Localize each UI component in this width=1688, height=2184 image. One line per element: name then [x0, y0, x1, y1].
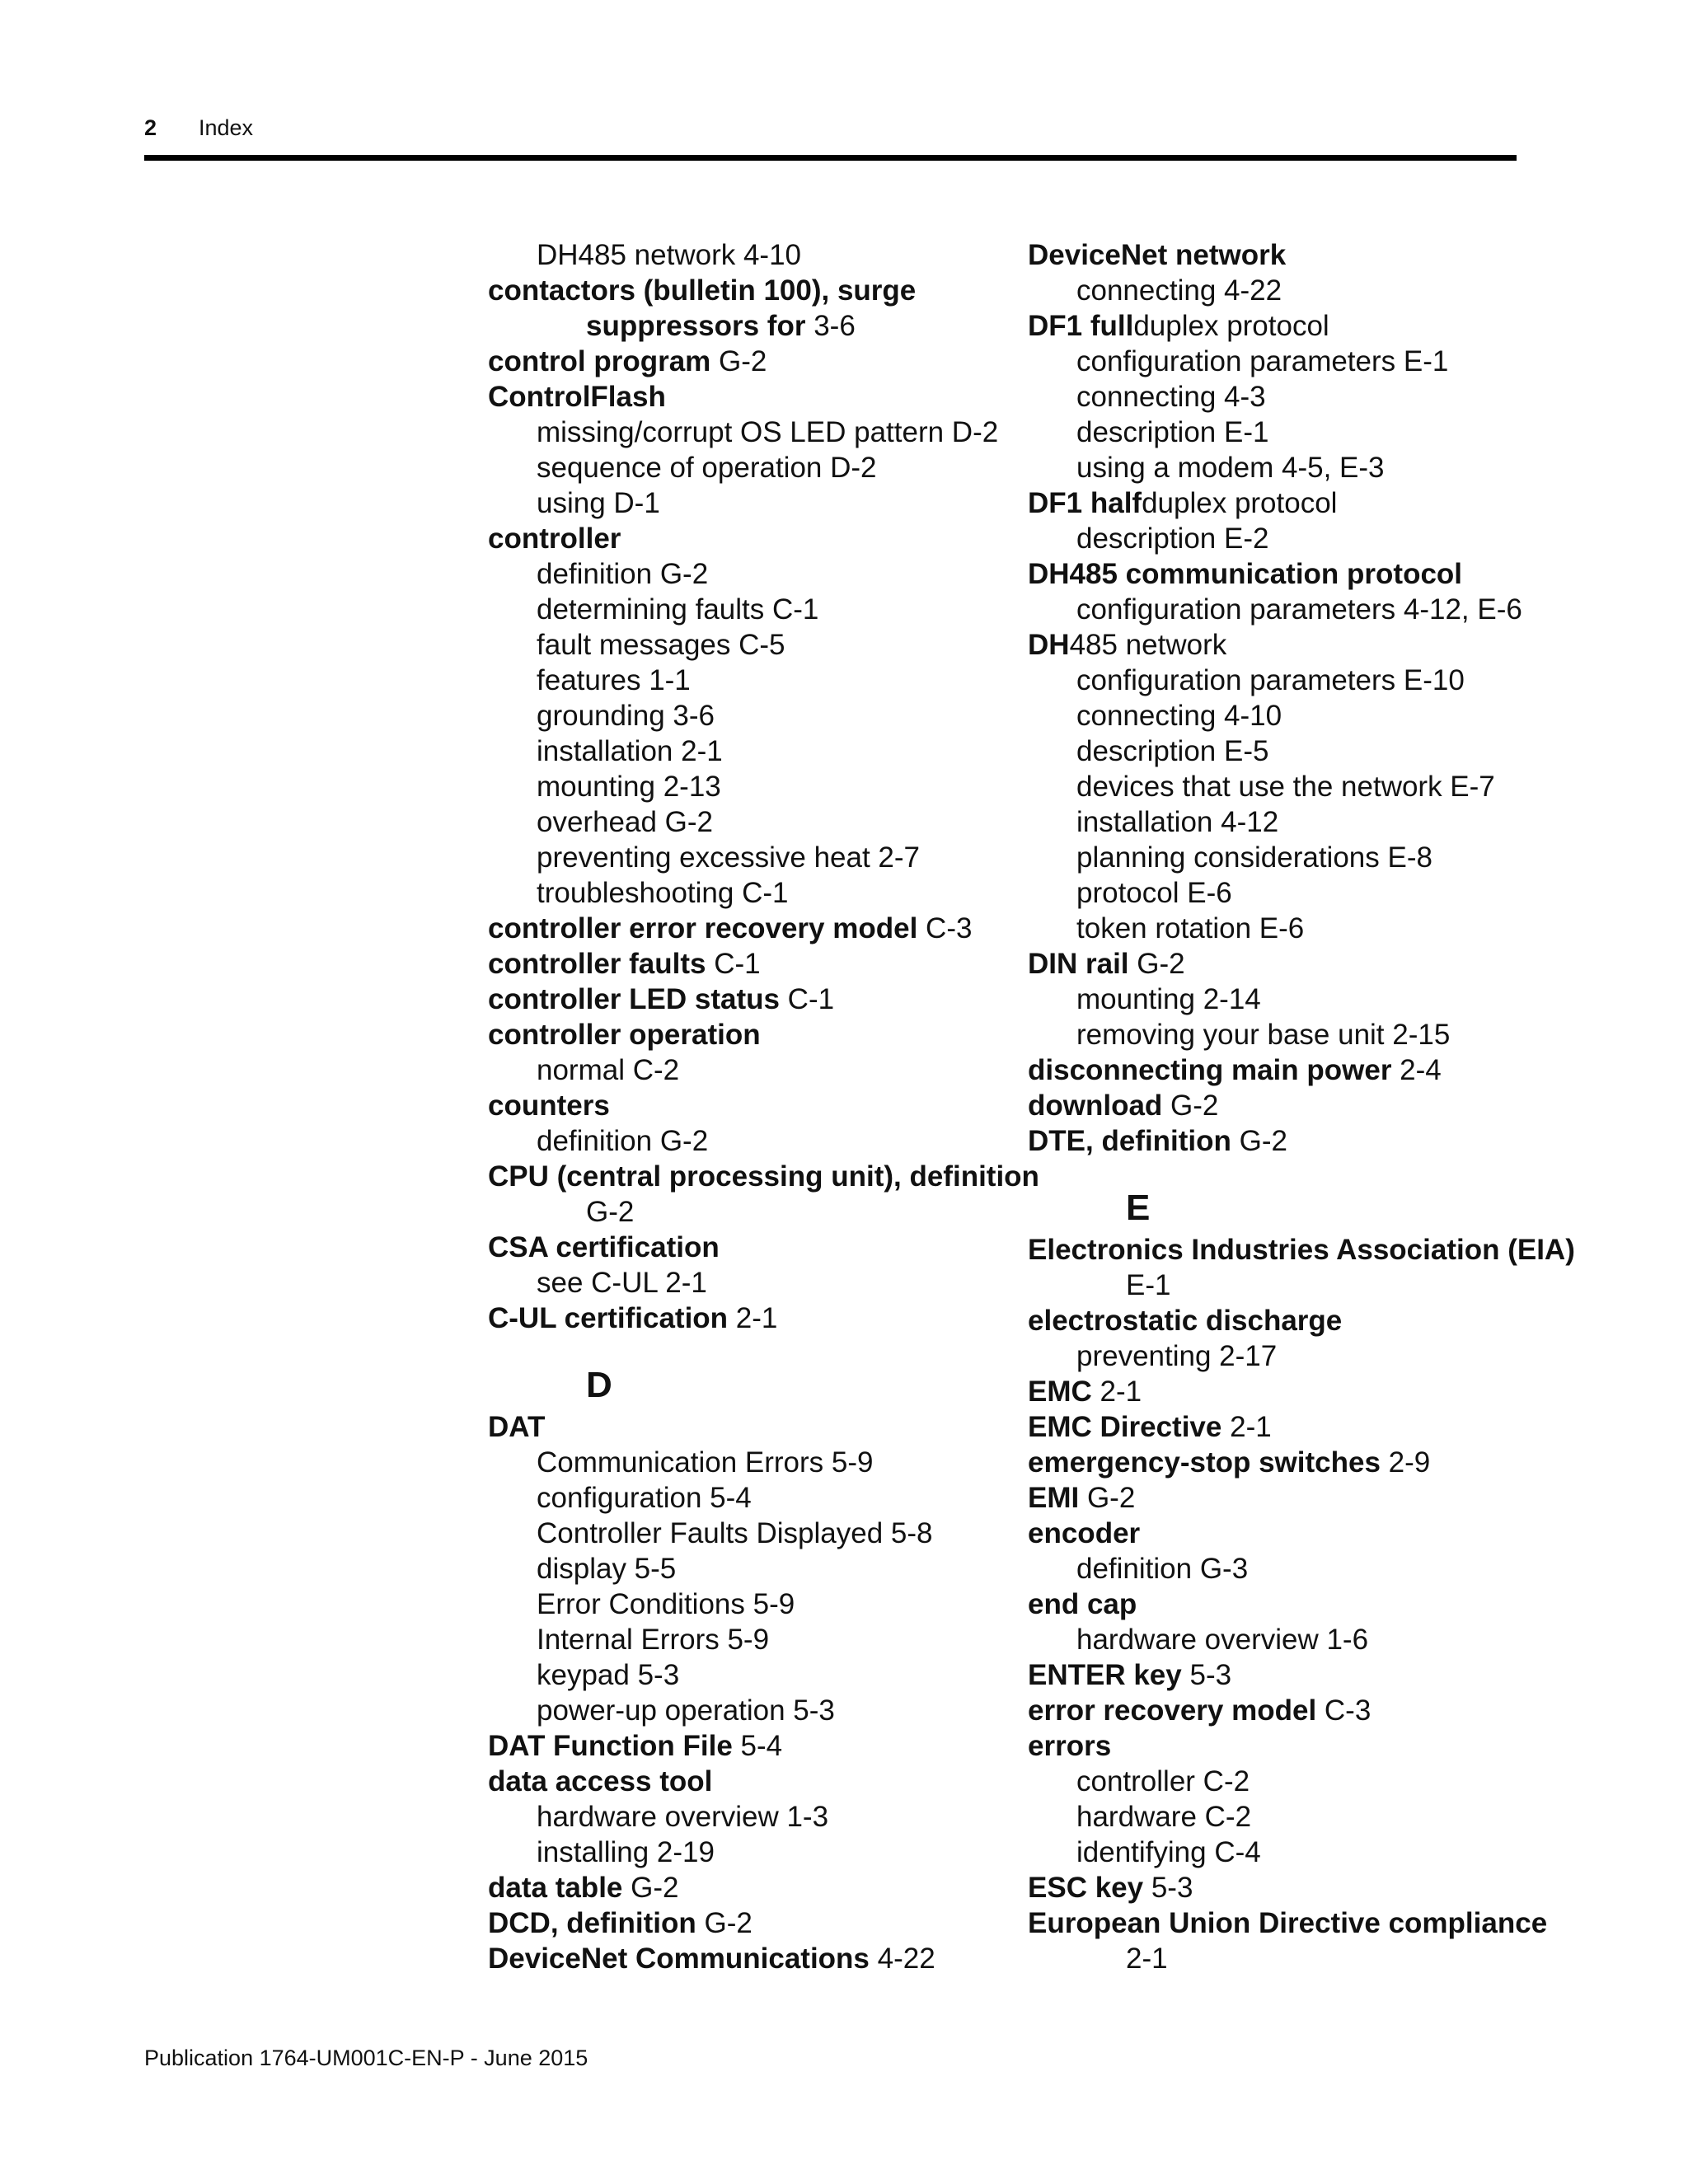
index-subentry: power-up operation 5-3: [537, 1694, 835, 1727]
index-entry: DH485 network: [1028, 629, 1227, 661]
index-entry: encoder: [1028, 1517, 1141, 1549]
index-entry: CSA certification: [488, 1231, 720, 1263]
index-entry: data table G-2: [488, 1872, 679, 1904]
index-subentry: Controller Faults Displayed 5-8: [537, 1517, 933, 1549]
index-entry: DH485 communication protocol: [1028, 558, 1463, 590]
index-entry: CPU (central processing unit), definition: [488, 1160, 1039, 1193]
index-entry: DAT Function File 5-4: [488, 1730, 783, 1762]
index-entry: electrostatic discharge: [1028, 1305, 1343, 1337]
index-subentry: installation 4-12: [1076, 806, 1279, 838]
page-number: 2: [144, 115, 157, 140]
index-subentry: DH485 network 4-10: [537, 239, 801, 271]
index-entry-continuation: suppressors for 3-6: [586, 310, 856, 342]
index-subentry: preventing excessive heat 2-7: [537, 841, 920, 874]
index-entry: C-UL certification 2-1: [488, 1302, 778, 1334]
index-subentry: connecting 4-10: [1076, 700, 1282, 732]
index-subentry: grounding 3-6: [537, 700, 715, 732]
index-entry: contactors (bulletin 100), surge: [488, 274, 917, 307]
index-subentry: hardware C-2: [1076, 1801, 1252, 1833]
header-rule: [144, 155, 1517, 161]
index-subentry: keypad 5-3: [537, 1659, 680, 1691]
index-entry: emergency-stop switches 2-9: [1028, 1446, 1431, 1479]
index-subentry: mounting 2-14: [1076, 983, 1261, 1015]
index-subentry: protocol E-6: [1076, 877, 1232, 909]
index-entry: EMC 2-1: [1028, 1376, 1142, 1408]
index-subentry: hardware overview 1-6: [1076, 1624, 1369, 1656]
index-subentry: description E-2: [1076, 523, 1269, 555]
index-subentry: installing 2-19: [537, 1836, 715, 1868]
index-column-right: [1028, 237, 1575, 1976]
index-entry: DTE, definition G-2: [1028, 1125, 1287, 1157]
index-subentry: display 5-5: [537, 1553, 677, 1585]
index-entry: DeviceNet Communications 4-22: [488, 1943, 935, 1975]
index-entry: DAT: [488, 1411, 546, 1443]
publication-footer: Publication 1764-UM001C-EN-P - June 2015: [144, 2046, 588, 2070]
index-entry: DF1 fullduplex protocol: [1028, 310, 1329, 342]
index-entry: ControlFlash: [488, 381, 666, 413]
section-title: Index: [199, 115, 254, 140]
index-subentry: determining faults C-1: [537, 593, 819, 626]
index-subentry: see C-UL 2-1: [537, 1267, 707, 1299]
index-subentry: using D-1: [537, 487, 660, 519]
index-entry: end cap: [1028, 1588, 1137, 1620]
index-entry: DF1 halfduplex protocol: [1028, 487, 1338, 519]
index-subentry: configuration 5-4: [537, 1482, 752, 1514]
index-entry: DIN rail G-2: [1028, 948, 1185, 980]
index-entry: counters: [488, 1090, 610, 1122]
index-subentry: configuration parameters 4-12, E-6: [1076, 593, 1522, 626]
index-subentry: Error Conditions 5-9: [537, 1588, 795, 1620]
index-subentry: definition G-2: [537, 558, 709, 590]
index-entry: errors: [1028, 1730, 1112, 1762]
index-subentry: sequence of operation D-2: [537, 452, 877, 484]
index-subentry: description E-5: [1076, 735, 1269, 767]
index-column-left: [488, 237, 1039, 1976]
index-entry: ENTER key 5-3: [1028, 1659, 1232, 1691]
index-subentry: removing your base unit 2-15: [1076, 1019, 1451, 1051]
index-entry: controller faults C-1: [488, 948, 761, 980]
index-entry: data access tool: [488, 1765, 713, 1797]
index-subentry: identifying C-4: [1076, 1836, 1261, 1868]
index-entry: controller: [488, 523, 621, 555]
index-subentry: using a modem 4-5, E-3: [1076, 452, 1385, 484]
index-entry: control program G-2: [488, 345, 767, 377]
index-subentry: definition G-2: [537, 1125, 709, 1157]
running-header: [144, 115, 254, 141]
index-subentry: connecting 4-22: [1076, 274, 1282, 307]
index-subentry: configuration parameters E-1: [1076, 345, 1449, 377]
index-entry: DeviceNet network: [1028, 239, 1287, 271]
index-subentry: preventing 2-17: [1076, 1340, 1278, 1372]
index-entry: download G-2: [1028, 1090, 1219, 1122]
index-entry: error recovery model C-3: [1028, 1694, 1372, 1727]
index-subentry: features 1-1: [537, 664, 691, 696]
index-entry: Electronics Industries Association (EIA): [1028, 1234, 1575, 1266]
index-entry: European Union Directive compliance: [1028, 1907, 1548, 1939]
index-subentry: missing/corrupt OS LED pattern D-2: [537, 416, 999, 448]
index-entry: ESC key 5-3: [1028, 1872, 1193, 1904]
index-entry-continuation: G-2: [586, 1196, 635, 1228]
index-subentry: definition G-3: [1076, 1553, 1249, 1585]
index-subentry: mounting 2-13: [537, 771, 721, 803]
index-subentry: controller C-2: [1076, 1765, 1250, 1797]
index-subentry: troubleshooting C-1: [537, 877, 789, 909]
index-entry: EMC Directive 2-1: [1028, 1411, 1272, 1443]
index-entry: EMI G-2: [1028, 1482, 1136, 1514]
index-subentry: Communication Errors 5-9: [537, 1446, 874, 1479]
index-subentry: overhead G-2: [537, 806, 714, 838]
index-entry: controller LED status C-1: [488, 983, 835, 1015]
index-entry: controller operation: [488, 1019, 761, 1051]
index-entry: disconnecting main power 2-4: [1028, 1054, 1442, 1086]
index-entry-continuation: 2-1: [1126, 1943, 1168, 1975]
index-subentry: normal C-2: [537, 1054, 680, 1086]
index-subentry: description E-1: [1076, 416, 1269, 448]
index-subentry: installation 2-1: [537, 735, 723, 767]
index-subentry: planning considerations E-8: [1076, 841, 1432, 874]
index-entry-continuation: E-1: [1126, 1269, 1171, 1301]
index-subentry: hardware overview 1-3: [537, 1801, 829, 1833]
index-subentry: devices that use the network E-7: [1076, 771, 1495, 803]
index-subentry: connecting 4-3: [1076, 381, 1266, 413]
index-subentry: fault messages C-5: [537, 629, 785, 661]
index-subentry: token rotation E-6: [1076, 912, 1305, 944]
index-letter-heading: D: [586, 1365, 612, 1405]
index-entry: controller error recovery model C-3: [488, 912, 973, 944]
index-letter-heading: E: [1126, 1188, 1151, 1228]
index-subentry: configuration parameters E-10: [1076, 664, 1465, 696]
index-entry: DCD, definition G-2: [488, 1907, 753, 1939]
index-subentry: Internal Errors 5-9: [537, 1624, 770, 1656]
